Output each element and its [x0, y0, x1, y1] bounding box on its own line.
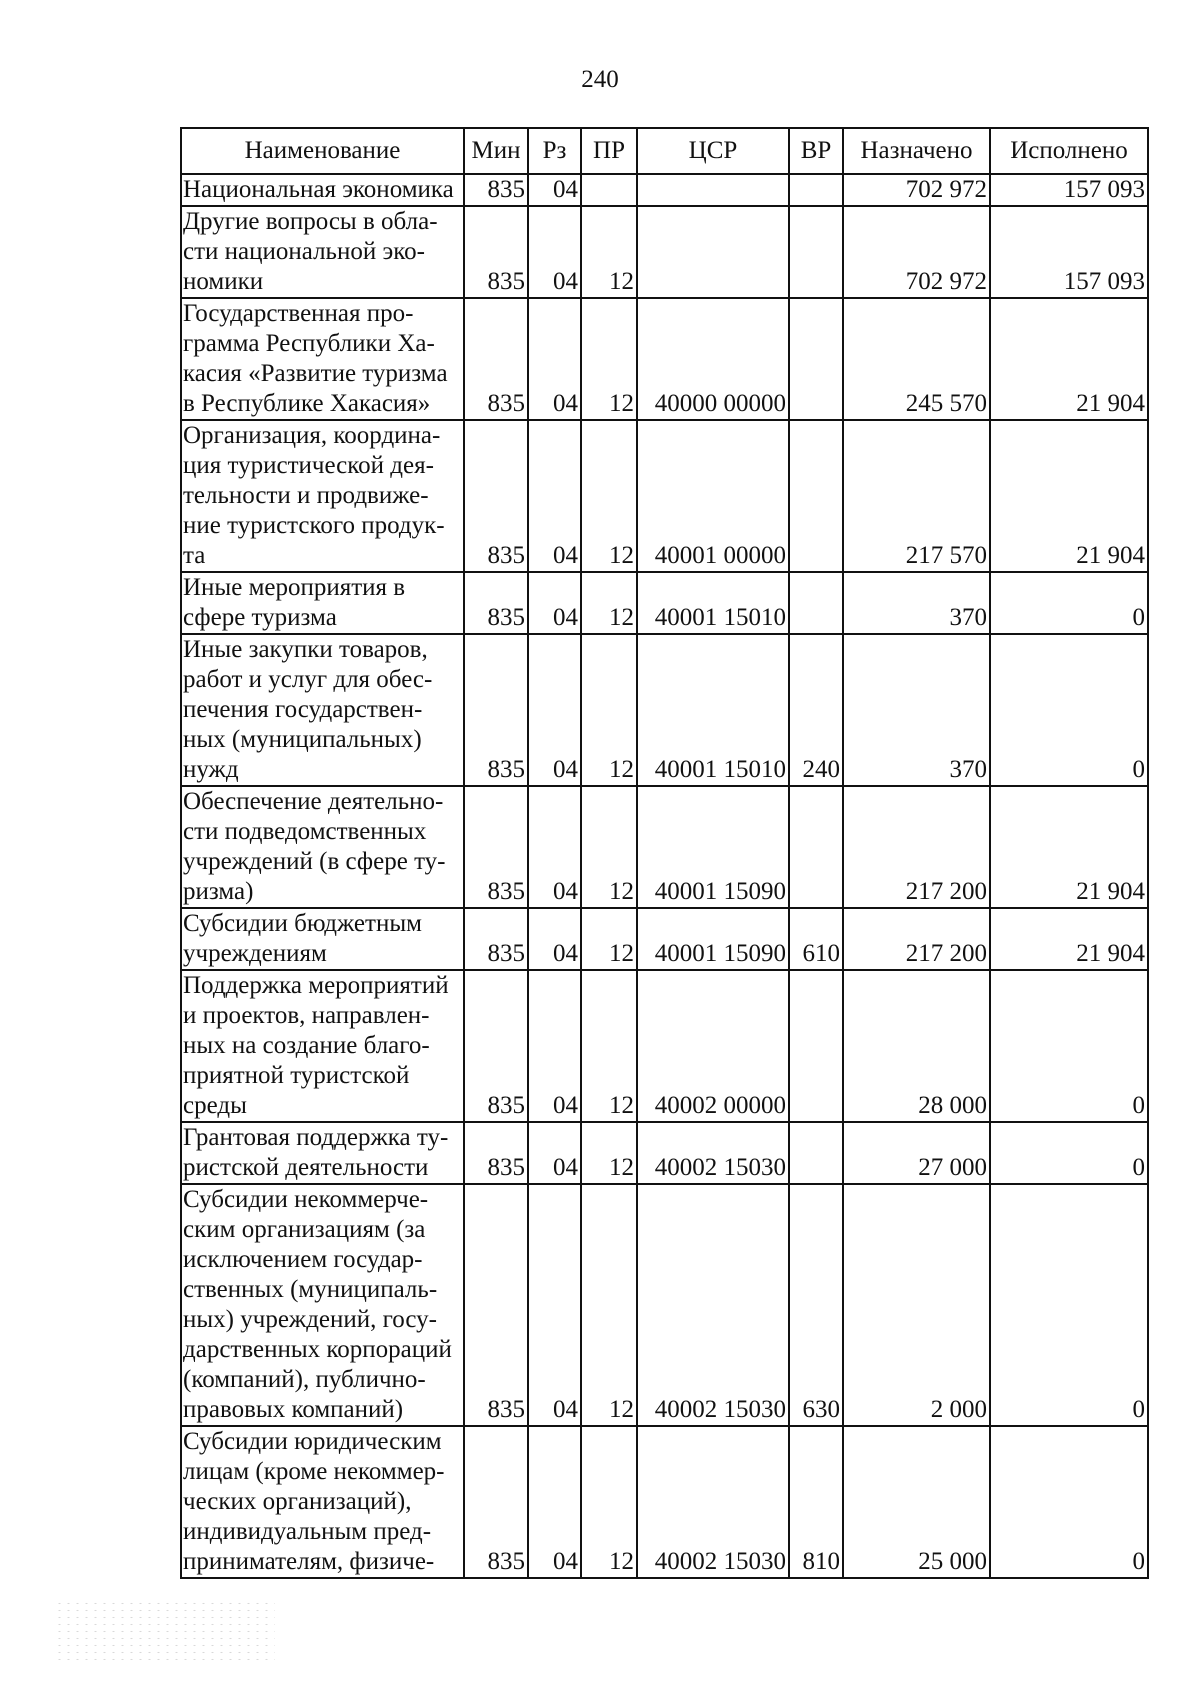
cell-csr: 40001 00000 [637, 420, 789, 572]
table-body [181, 174, 1148, 1578]
cell-pr: 12 [581, 572, 637, 634]
table-row [181, 420, 1148, 572]
cell-executed: 21 904 [990, 298, 1148, 420]
cell-vr: 610 [789, 908, 843, 970]
cell-min: 835 [464, 1184, 528, 1426]
table-row [181, 572, 1148, 634]
cell-csr [637, 206, 789, 298]
cell-vr: 810 [789, 1426, 843, 1578]
cell-pr: 12 [581, 970, 637, 1122]
header-row [181, 128, 1148, 174]
cell-pr: 12 [581, 420, 637, 572]
cell-csr: 40001 15090 [637, 908, 789, 970]
cell-name: Обеспечение деятельно- сти подведомственных учреждений (в сфере ту- ризма) [181, 786, 464, 908]
cell-vr [789, 420, 843, 572]
cell-assigned: 28 000 [843, 970, 990, 1122]
cell-csr: 40001 15010 [637, 572, 789, 634]
cell-vr [789, 1122, 843, 1184]
cell-executed: 0 [990, 572, 1148, 634]
cell-rz: 04 [528, 206, 581, 298]
cell-pr [581, 174, 637, 206]
cell-assigned: 217 200 [843, 786, 990, 908]
table-row [181, 970, 1148, 1122]
cell-vr [789, 206, 843, 298]
cell-pr: 12 [581, 206, 637, 298]
table-row [181, 298, 1148, 420]
cell-min: 835 [464, 1122, 528, 1184]
cell-min: 835 [464, 420, 528, 572]
table-header [181, 128, 1148, 174]
cell-name: Субсидии юридическим лицам (кроме некоммер- ческих организаций), индивидуальным пред- принимателям, физиче- [181, 1426, 464, 1578]
cell-executed: 21 904 [990, 908, 1148, 970]
cell-name: Другие вопросы в обла- сти национальной эко- номики [181, 206, 464, 298]
table-row [181, 908, 1148, 970]
cell-assigned: 370 [843, 572, 990, 634]
cell-rz: 04 [528, 970, 581, 1122]
cell-csr: 40002 15030 [637, 1184, 789, 1426]
scan-noise [55, 1600, 275, 1660]
cell-rz: 04 [528, 634, 581, 786]
cell-min: 835 [464, 572, 528, 634]
cell-rz: 04 [528, 1184, 581, 1426]
cell-pr: 12 [581, 1426, 637, 1578]
table-row [181, 174, 1148, 206]
cell-name: Иные закупки товаров, работ и услуг для обес- печения государствен- ных (муниципальных) нужд [181, 634, 464, 786]
cell-executed: 0 [990, 970, 1148, 1122]
page-number: 240 [581, 66, 619, 93]
cell-assigned: 702 972 [843, 206, 990, 298]
cell-vr: 240 [789, 634, 843, 786]
budget-table [180, 127, 1149, 1579]
cell-name: Субсидии бюджетным учреждениям [181, 908, 464, 970]
cell-name: Субсидии некоммерче- ским организациям (за исключением государ- ственных (муниципаль- ных) учреждений, госу- дарственных корпораций (компаний), публично- правовых компаний) [181, 1184, 464, 1426]
cell-rz: 04 [528, 1426, 581, 1578]
cell-name: Иные мероприятия в сфере туризма [181, 572, 464, 634]
table-row [181, 634, 1148, 786]
cell-min: 835 [464, 970, 528, 1122]
cell-assigned: 702 972 [843, 174, 990, 206]
cell-min: 835 [464, 786, 528, 908]
cell-rz: 04 [528, 908, 581, 970]
table-row [181, 1426, 1148, 1578]
table-row [181, 206, 1148, 298]
cell-csr: 40001 15090 [637, 786, 789, 908]
cell-assigned: 27 000 [843, 1122, 990, 1184]
header-vr: ВР [789, 128, 843, 174]
cell-vr [789, 572, 843, 634]
cell-rz: 04 [528, 572, 581, 634]
cell-executed: 21 904 [990, 786, 1148, 908]
header-pr: ПР [581, 128, 637, 174]
cell-assigned: 245 570 [843, 298, 990, 420]
header-csr: ЦСР [637, 128, 789, 174]
cell-pr: 12 [581, 1184, 637, 1426]
header-min: Мин [464, 128, 528, 174]
header-name: Наименование [181, 128, 464, 174]
cell-assigned: 25 000 [843, 1426, 990, 1578]
cell-min: 835 [464, 908, 528, 970]
cell-rz: 04 [528, 298, 581, 420]
cell-pr: 12 [581, 634, 637, 786]
cell-name: Национальная экономика [181, 174, 464, 206]
cell-csr [637, 174, 789, 206]
cell-min: 835 [464, 174, 528, 206]
header-assigned: Назначено [843, 128, 990, 174]
cell-vr [789, 174, 843, 206]
cell-pr: 12 [581, 786, 637, 908]
cell-vr [789, 786, 843, 908]
cell-rz: 04 [528, 786, 581, 908]
header-executed: Исполнено [990, 128, 1148, 174]
table-row [181, 786, 1148, 908]
cell-executed: 157 093 [990, 206, 1148, 298]
cell-csr: 40002 15030 [637, 1122, 789, 1184]
cell-min: 835 [464, 298, 528, 420]
cell-rz: 04 [528, 174, 581, 206]
cell-pr: 12 [581, 908, 637, 970]
cell-assigned: 217 200 [843, 908, 990, 970]
cell-executed: 0 [990, 1426, 1148, 1578]
cell-min: 835 [464, 206, 528, 298]
cell-rz: 04 [528, 1122, 581, 1184]
cell-pr: 12 [581, 298, 637, 420]
cell-csr: 40000 00000 [637, 298, 789, 420]
cell-csr: 40002 00000 [637, 970, 789, 1122]
cell-name: Организация, координа- ция туристической дея- тельности и продвиже- ние туристского продук- та [181, 420, 464, 572]
cell-csr: 40002 15030 [637, 1426, 789, 1578]
cell-min: 835 [464, 634, 528, 786]
cell-csr: 40001 15010 [637, 634, 789, 786]
header-rz: Рз [528, 128, 581, 174]
cell-vr: 630 [789, 1184, 843, 1426]
cell-name: Грантовая поддержка ту- ристской деятельности [181, 1122, 464, 1184]
cell-name: Государственная про- грамма Республики Ха- касия «Развитие туризма в Республике Хакасия» [181, 298, 464, 420]
table-row [181, 1184, 1148, 1426]
cell-vr [789, 298, 843, 420]
cell-executed: 0 [990, 634, 1148, 786]
table-row [181, 1122, 1148, 1184]
cell-assigned: 2 000 [843, 1184, 990, 1426]
cell-min: 835 [464, 1426, 528, 1578]
cell-executed: 0 [990, 1184, 1148, 1426]
cell-assigned: 370 [843, 634, 990, 786]
cell-executed: 21 904 [990, 420, 1148, 572]
cell-executed: 0 [990, 1122, 1148, 1184]
cell-vr [789, 970, 843, 1122]
cell-assigned: 217 570 [843, 420, 990, 572]
cell-rz: 04 [528, 420, 581, 572]
cell-executed: 157 093 [990, 174, 1148, 206]
cell-name: Поддержка мероприятий и проектов, направлен- ных на создание благо- приятной туристской среды [181, 970, 464, 1122]
cell-pr: 12 [581, 1122, 637, 1184]
